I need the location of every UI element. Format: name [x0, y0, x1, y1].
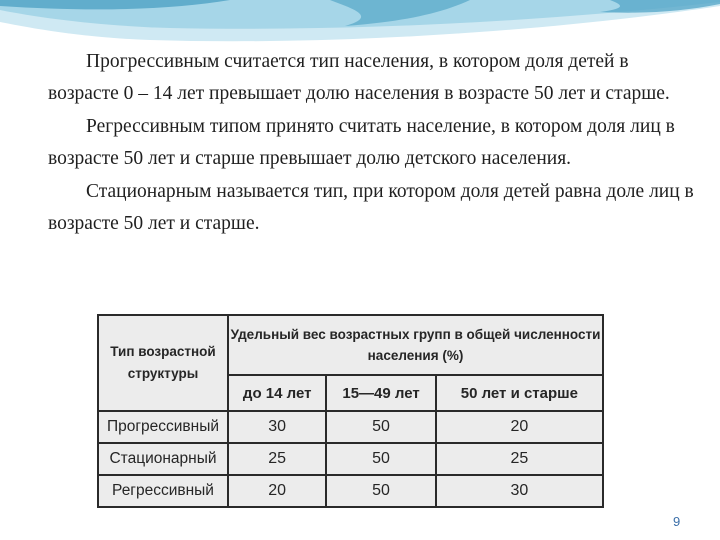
table-cell: 30 — [436, 475, 603, 507]
table-cell: 30 — [228, 411, 326, 443]
row-label-stationary: Стационарный — [98, 443, 228, 475]
row-label-regressive: Регрессивный — [98, 475, 228, 507]
table-cell: 25 — [228, 443, 326, 475]
table-cell: 50 — [326, 475, 435, 507]
table-row — [98, 443, 603, 475]
table-header-row — [98, 315, 603, 375]
type-header: Тип возрастной структуры — [98, 315, 228, 411]
column-header-50-plus: 50 лет и старше — [436, 375, 603, 411]
table-cell: 50 — [326, 443, 435, 475]
regressive-definition: Регрессивным типом принято считать население, в котором доля лиц в возрасте 50 лет и старше превышает долю детского населения. — [48, 115, 675, 170]
table-cell: 25 — [436, 443, 603, 475]
stationary-definition: Стационарным называется тип, при котором доля детей равна доле лиц в возрасте 50 лет и старше. — [48, 180, 694, 235]
age-structure-table — [97, 314, 604, 508]
definitions-text — [48, 46, 698, 240]
page-number: 9 — [673, 514, 681, 529]
table-cell: 50 — [326, 411, 435, 443]
column-header-0-14: до 14 лет — [228, 375, 326, 411]
group-header: Удельный вес возрастных групп в общей численности населения (%) — [228, 315, 603, 375]
table-cell: 20 — [228, 475, 326, 507]
progressive-definition: Прогрессивным считается тип населения, в котором доля детей в возрасте 0 – 14 лет превышает долю населения в возрасте 50 лет и старше. — [48, 51, 670, 105]
table-row — [98, 411, 603, 443]
row-label-progressive: Прогрессивный — [98, 411, 228, 443]
table-cell: 20 — [436, 411, 603, 443]
column-header-15-49: 15—49 лет — [326, 375, 435, 411]
table-row — [98, 475, 603, 507]
age-structure-table-container — [97, 314, 604, 508]
